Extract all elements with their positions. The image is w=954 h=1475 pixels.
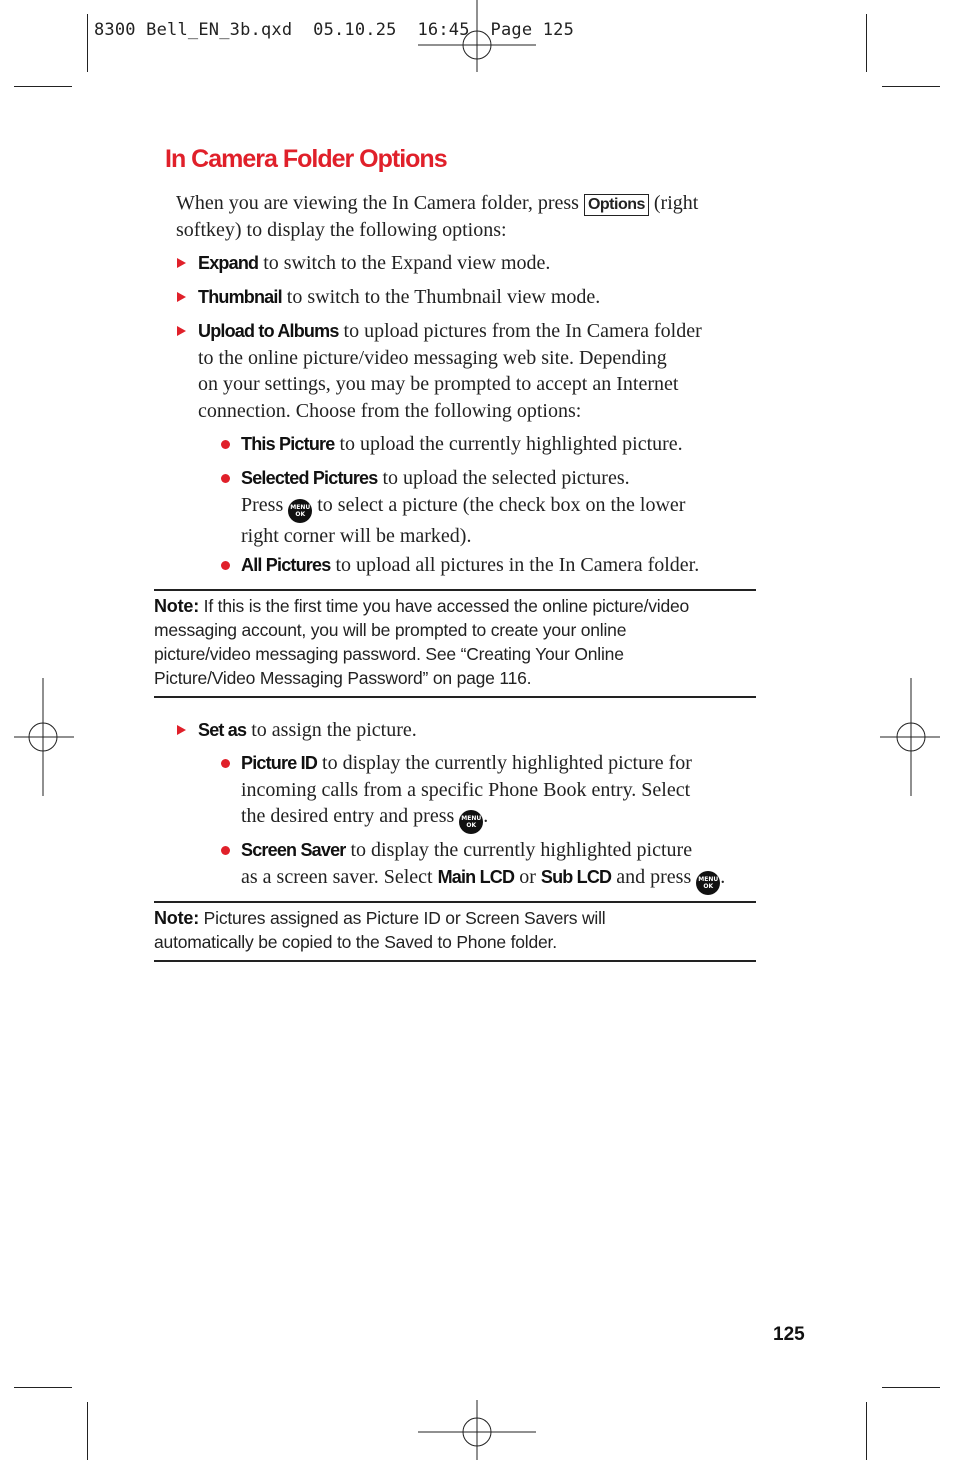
selected-pictures-line3: right corner will be marked). [241,524,472,547]
menu-key-top: MENU [290,503,311,511]
bullet-dot-icon [221,846,230,855]
thumbnail-label: Thumbnail [198,287,282,307]
expand-label: Expand [198,253,259,273]
menu-ok-key-icon [696,871,720,895]
registration-mark-left [14,678,74,796]
thumbnail-text: to switch to the Thumbnail view mode. [286,286,601,308]
note-label: Note: [154,908,199,928]
bullet-dot-icon [221,474,230,483]
bullet-arrow-icon [177,326,186,336]
bullet-dot-icon [221,440,230,449]
intro-text: When you are viewing the In Camera folder, press [176,192,579,214]
upload-text-line4: connection. Choose from the following options: [198,399,582,422]
list-item-selected-pictures [241,465,685,549]
intro-text-line2: softkey) to display the following options: [176,218,507,241]
and-press-text: and press [616,865,692,888]
set-as-text: to assign the picture. [251,719,417,741]
set-as-label: Set as [198,720,247,740]
selected-pictures-press: Press [241,493,284,516]
bullet-dot-icon [221,561,230,570]
upload-text: to upload pictures from the In Camera folder [343,320,702,342]
registration-mark-top [418,0,536,90]
note-text-line2: automatically be copied to the Saved to Phone folder. [154,932,557,952]
picture-id-line2: incoming calls from a specific Phone Book entry. Select [241,778,691,801]
menu-ok-key-icon [459,810,483,834]
list-item-picture-id [241,750,692,834]
crop-mark [866,14,867,72]
note-text: Pictures assigned as Picture ID or Screen Savers will [203,908,606,928]
intro-paragraph [176,190,756,243]
note-rule-top [154,901,756,903]
list-item-set-as [198,717,417,744]
intro-text-right: (right [653,192,699,214]
list-item-all-pictures [241,552,699,579]
crop-mark [882,86,940,87]
note-box-2 [154,906,754,954]
screen-saver-line2: as a screen saver. Select [241,865,433,888]
screen-saver-end: . [720,865,726,888]
note-rule-top [154,589,756,591]
crop-mark [882,1387,940,1388]
picture-id-line3: the desired entry and press [241,805,455,827]
options-softkey: Options [584,194,649,216]
upload-text-line2: to the online picture/video messaging web site. Depending [198,346,667,369]
crop-mark [87,14,88,72]
note-text-line2: messaging account, you will be prompted to create your online [154,620,627,640]
screen-saver-text: to display the currently highlighted picture [350,839,693,861]
registration-mark-bottom [418,1400,536,1475]
menu-key-bottom: OK [295,510,306,518]
note-text: If this is the first time you have accessed the online picture/video [203,596,690,616]
selected-pictures-label: Selected Pictures [241,468,378,488]
menu-key-top: MENU [461,815,482,822]
menu-ok-key-icon [288,499,312,523]
crop-mark [87,1402,88,1460]
bullet-arrow-icon [177,725,186,735]
note-text-line4: Picture/Video Messaging Password” on page 116. [154,668,532,688]
picture-id-text: to display the currently highlighted picture for [322,752,692,774]
upload-text-line3: on your settings, you may be prompted to accept an Internet [198,373,679,395]
menu-key-bottom: OK [703,882,714,890]
picture-id-end: . [483,805,489,827]
expand-text: to switch to the Expand view mode. [263,252,551,274]
page-number: 125 [773,1324,805,1345]
note-rule-bottom [154,960,756,962]
list-item-expand [198,250,550,277]
list-item-this-picture [241,431,683,458]
selected-pictures-text: to upload the selected pictures. [382,467,630,489]
screen-saver-label: Screen Saver [241,840,346,860]
or-text: or [519,865,536,888]
all-pictures-label: All Pictures [241,555,331,575]
menu-key-top: MENU [698,875,719,883]
crop-mark [866,1402,867,1460]
crop-mark [14,1387,72,1388]
file-slug: 8300 Bell_EN_3b.qxd 05.10.25 16:45 Page 125 [94,20,575,40]
registration-mark-right [880,678,940,796]
menu-key-bottom: OK [466,822,477,829]
selected-pictures-line2: to select a picture (the check box on the lower [317,493,686,516]
upload-label: Upload to Albums [198,321,339,341]
bullet-dot-icon [221,759,230,768]
picture-id-label: Picture ID [241,753,318,773]
bullet-arrow-icon [177,292,186,302]
this-picture-label: This Picture [241,434,335,454]
note-rule-bottom [154,696,756,698]
this-picture-text: to upload the currently highlighted picture. [339,433,683,455]
note-box-1 [154,594,754,690]
bullet-arrow-icon [177,258,186,268]
main-lcd-label: Main LCD [437,866,515,887]
all-pictures-text: to upload all pictures in the In Camera folder. [335,554,700,576]
sub-lcd-label: Sub LCD [540,866,612,887]
list-item-upload [198,318,758,424]
note-text-line3: picture/video messaging password. See “Creating Your Online [154,644,624,664]
note-label: Note: [154,596,199,616]
crop-mark [14,86,72,87]
page-title: In Camera Folder Options [165,145,447,173]
list-item-screen-saver [241,837,725,895]
list-item-thumbnail [198,284,600,311]
